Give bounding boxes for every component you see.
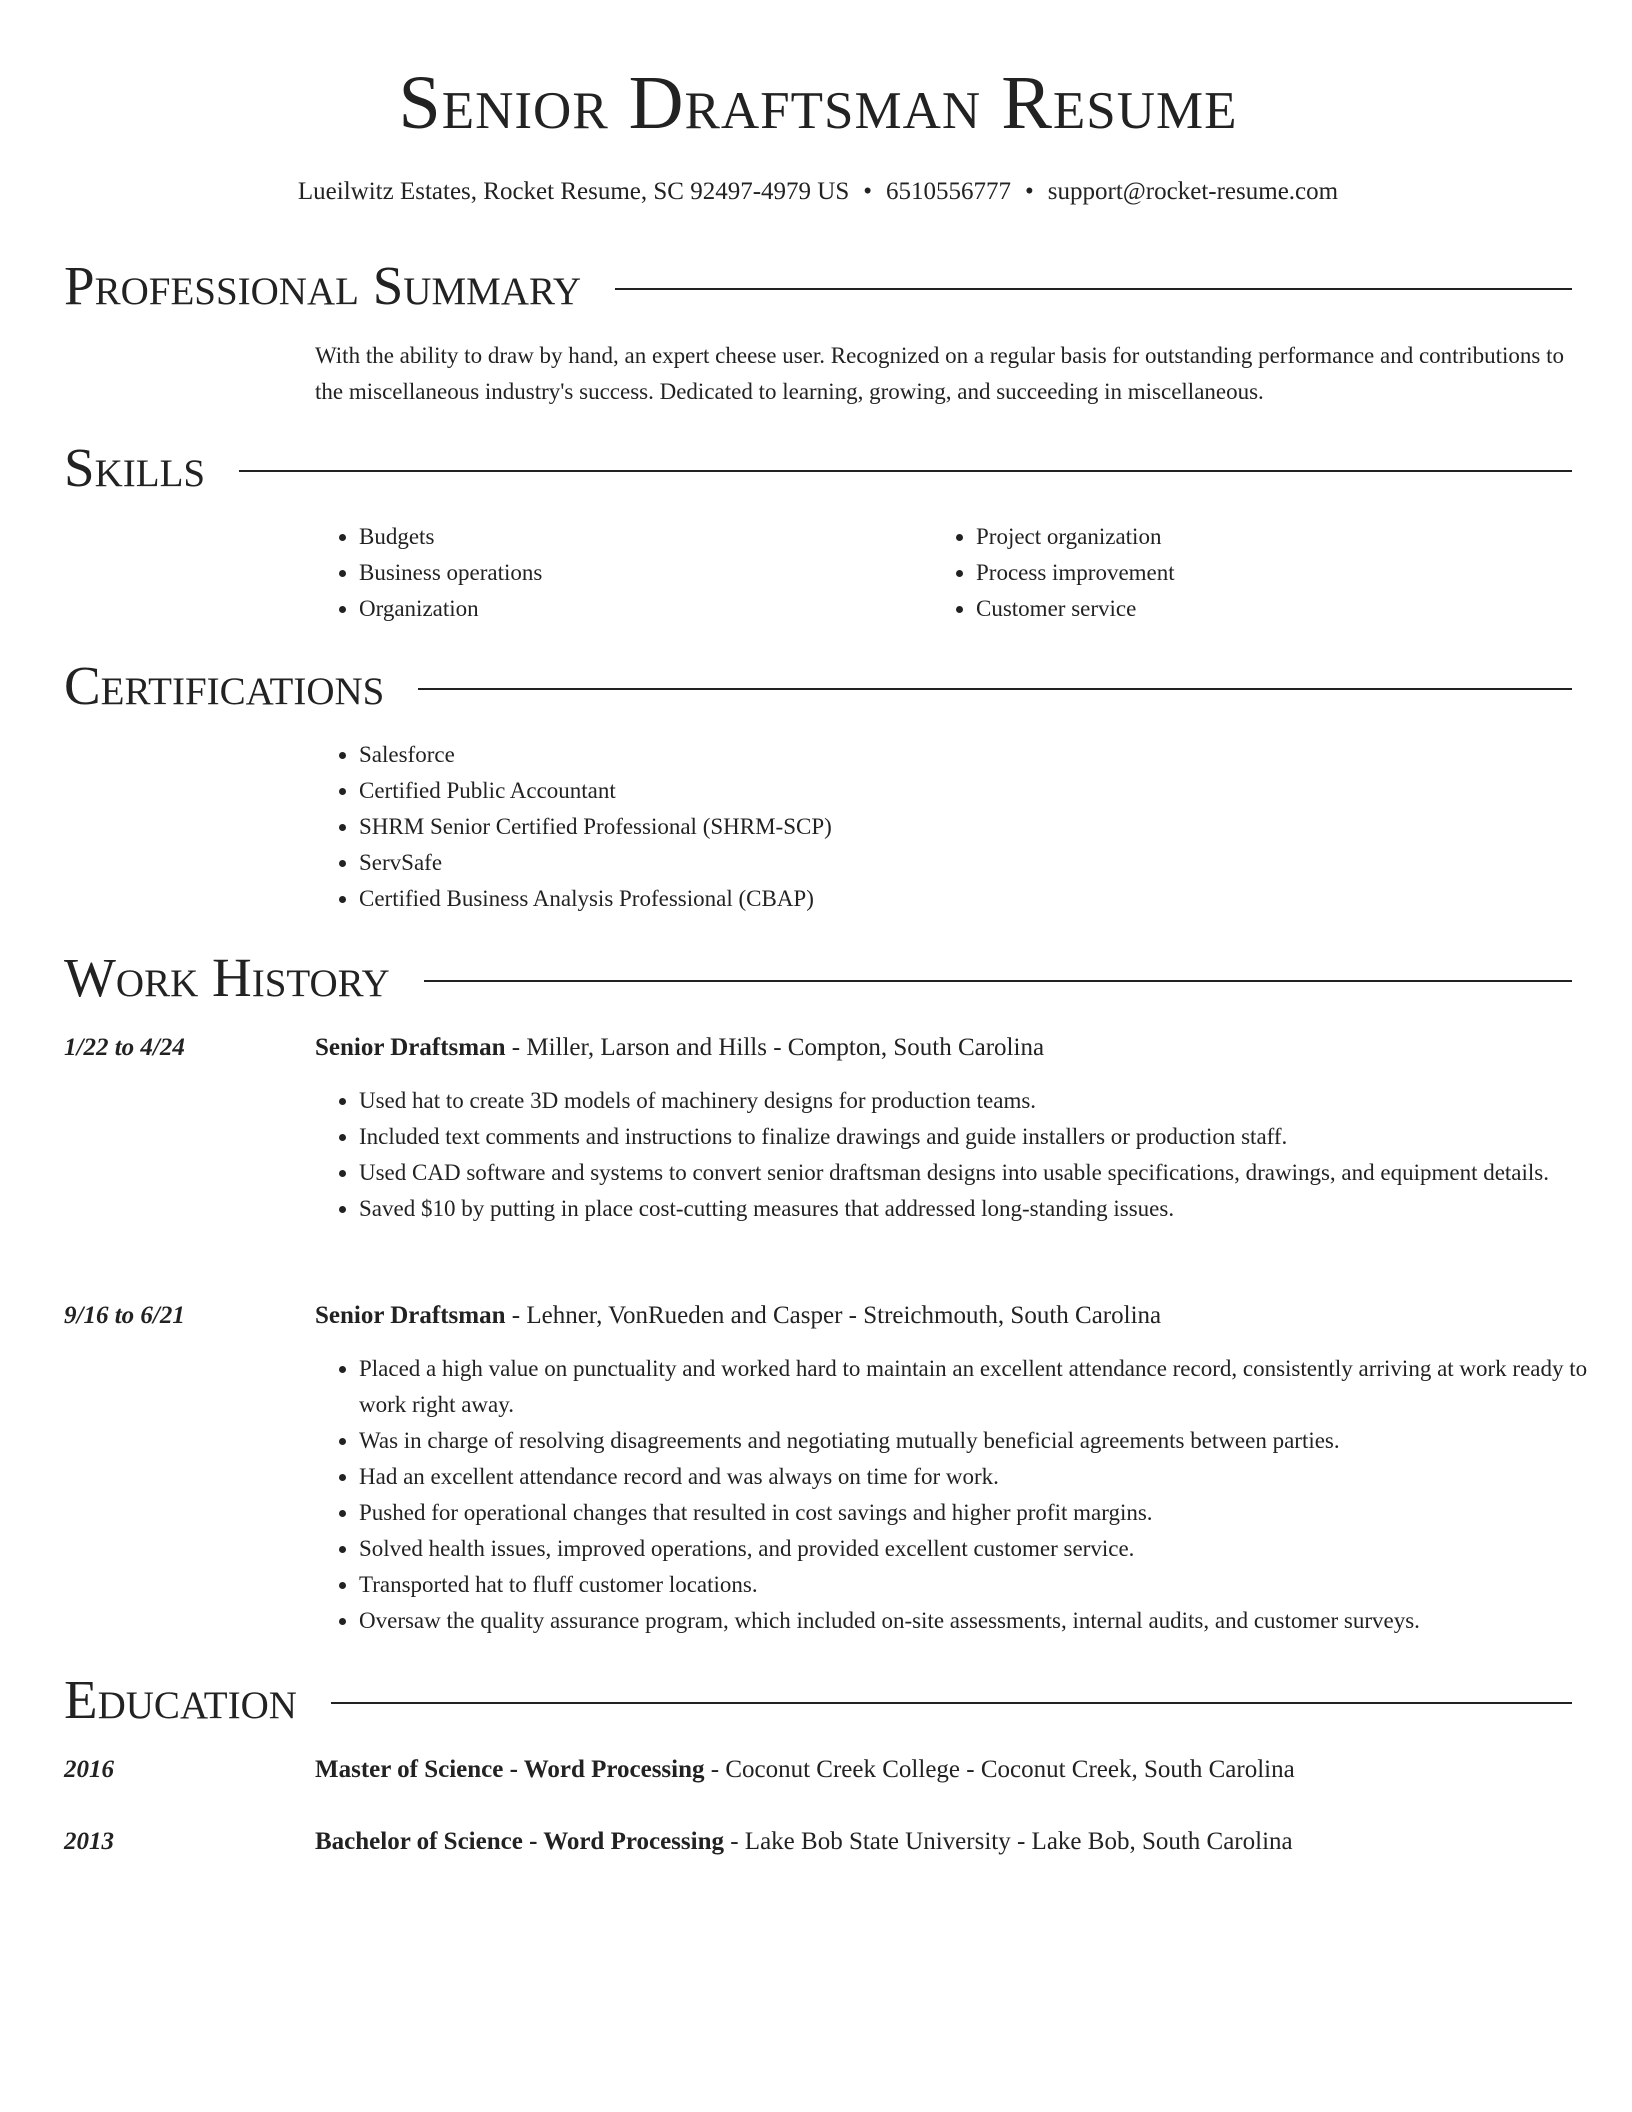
certifications-list bbox=[315, 737, 1616, 917]
contact-email: support@rocket-resume.com bbox=[1047, 178, 1339, 205]
section-title-certifications: Certifications bbox=[64, 655, 385, 716]
job-dates: 9/16 to 6/21 bbox=[64, 1302, 185, 1329]
job-duty-item: • Oversaw the quality assurance program, which included on-site assessments, internal audits, and customer surveys. bbox=[359, 1603, 1616, 1639]
section-title-skills: Skills bbox=[64, 437, 206, 498]
job-employer-location: - Lehner, VonRueden and Casper - Streichmouth, South Carolina bbox=[505, 1302, 1162, 1329]
job-heading bbox=[315, 1298, 1572, 1334]
certification-item: • Certified Business Analysis Professional (CBAP) bbox=[359, 881, 1616, 917]
certification-item: • ServSafe bbox=[359, 845, 1616, 881]
contact-separator: • bbox=[863, 178, 873, 205]
job-duty-item: • Included text comments and instructions to finalize drawings and guide installers or production staff. bbox=[359, 1119, 1616, 1155]
job-duty-item: • Had an excellent attendance record and was always on time for work. bbox=[359, 1459, 1616, 1495]
skill-item: • Organization bbox=[359, 591, 959, 627]
school-location: - Coconut Creek College - Coconut Creek, South Carolina bbox=[704, 1756, 1295, 1783]
certifications-section-header bbox=[64, 654, 1572, 718]
job-duty-item: • Transported hat to fluff customer locations. bbox=[359, 1567, 1616, 1603]
section-title-summary: Professional Summary bbox=[64, 255, 582, 316]
degree-name: Master of Science - Word Processing bbox=[315, 1756, 705, 1783]
education-year: 2013 bbox=[64, 1828, 114, 1855]
contact-line bbox=[64, 175, 1572, 209]
education-entry bbox=[315, 1752, 1572, 1788]
section-divider bbox=[424, 980, 1572, 982]
certification-item: • Certified Public Accountant bbox=[359, 773, 1616, 809]
skill-item: • Business operations bbox=[359, 555, 959, 591]
job-heading bbox=[315, 1030, 1572, 1066]
skills-list-right bbox=[932, 519, 1576, 627]
job-duty-item: • Saved $10 by putting in place cost-cutting measures that addressed long-standing issues. bbox=[359, 1191, 1616, 1227]
certification-item: • Salesforce bbox=[359, 737, 1616, 773]
job-title: Senior Draftsman bbox=[315, 1034, 506, 1061]
section-divider bbox=[331, 1702, 1572, 1704]
job-duties-list bbox=[315, 1351, 1616, 1639]
skill-item: • Budgets bbox=[359, 519, 959, 555]
contact-address: Lueilwitz Estates, Rocket Resume, SC 92497-4979 US bbox=[297, 178, 850, 205]
skill-item: • Project organization bbox=[976, 519, 1576, 555]
job-duty-item: • Was in charge of resolving disagreements and negotiating mutually beneficial agreements between parties. bbox=[359, 1423, 1616, 1459]
work-history-section-header bbox=[64, 946, 1572, 1010]
contact-separator: • bbox=[1025, 178, 1034, 205]
education-section-header bbox=[64, 1668, 1572, 1732]
resume-title: Senior Draftsman Resume bbox=[398, 61, 1238, 145]
certification-item: • SHRM Senior Certified Professional (SHRM-SCP) bbox=[359, 809, 1616, 845]
job-employer-location: - Miller, Larson and Hills - Compton, South Carolina bbox=[505, 1034, 1045, 1061]
job-duties-list bbox=[315, 1083, 1616, 1227]
section-title-education: Education bbox=[64, 1669, 297, 1730]
job-duty-item: • Used CAD software and systems to convert senior draftsman designs into usable specifications, drawings, and equipment details. bbox=[359, 1155, 1616, 1191]
section-title-work-history: Work History bbox=[64, 947, 390, 1008]
skills-list-left bbox=[315, 519, 959, 627]
summary-text: With the ability to draw by hand, an expert cheese user. Recognized on a regular basis for outstanding performance and contributions to the miscellaneous industry's success. Dedicated to learning, growing, and succeeding in miscellaneous. bbox=[315, 343, 1564, 404]
job-duty-item: • Placed a high value on punctuality and worked hard to maintain an excellent attendance record, consistently arriving at work ready to work right away. bbox=[359, 1351, 1616, 1423]
job-title: Senior Draftsman bbox=[315, 1302, 506, 1329]
section-divider bbox=[239, 470, 1572, 472]
contact-phone: 6510556777 bbox=[886, 178, 1012, 205]
skill-item: • Process improvement bbox=[976, 555, 1576, 591]
school-location: - Lake Bob State University - Lake Bob, South Carolina bbox=[723, 1828, 1293, 1855]
job-dates: 1/22 to 4/24 bbox=[64, 1034, 185, 1061]
job-duty-item: • Pushed for operational changes that resulted in cost savings and higher profit margins. bbox=[359, 1495, 1616, 1531]
education-entry bbox=[315, 1824, 1572, 1860]
job-duty-item: • Used hat to create 3D models of machinery designs for production teams. bbox=[359, 1083, 1616, 1119]
skills-section-header bbox=[64, 436, 1572, 500]
section-divider bbox=[418, 688, 1572, 690]
summary-section-header bbox=[64, 254, 1572, 318]
skill-item: • Customer service bbox=[976, 591, 1576, 627]
section-divider bbox=[615, 288, 1572, 290]
job-duty-item: • Solved health issues, improved operations, and provided excellent customer service. bbox=[359, 1531, 1616, 1567]
education-year: 2016 bbox=[64, 1756, 114, 1783]
degree-name: Bachelor of Science - Word Processing bbox=[315, 1828, 724, 1855]
